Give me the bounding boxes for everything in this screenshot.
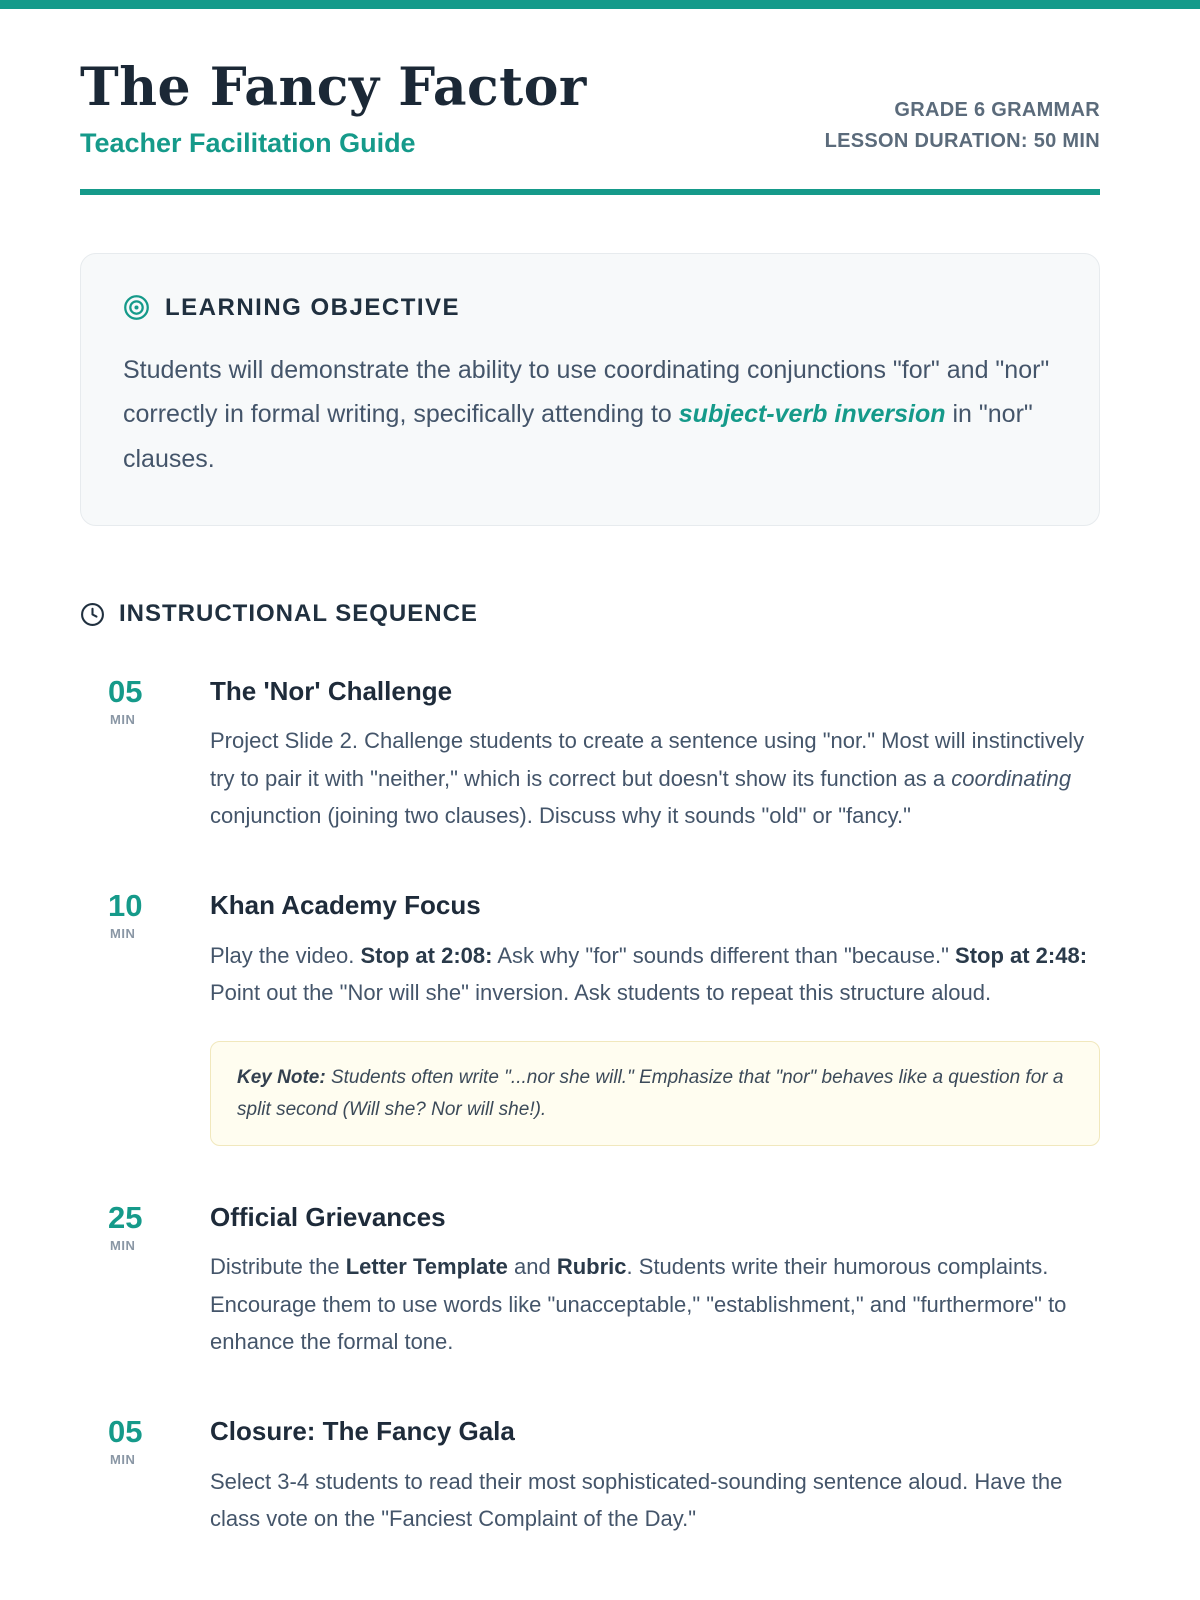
item-title: Khan Academy Focus: [210, 890, 481, 921]
time-badge: [80, 890, 210, 1146]
sequence-item-official-grievances: [80, 1202, 1100, 1360]
sequence-item-closure-gala: [80, 1416, 1100, 1537]
clock-icon: [80, 602, 105, 627]
top-accent-bar: [0, 0, 1200, 9]
minutes-unit: MIN: [110, 712, 136, 728]
item-body: Play the video. Stop at 2:08: Ask why "for" sounds different than "because." Stop at 2:48: Point out the "Nor will she" inversion. Ask students to repeat this structure aloud.: [210, 942, 1088, 1006]
item-content: [210, 676, 1100, 834]
header-meta: [825, 95, 1100, 159]
item-content: [210, 1202, 1100, 1360]
item-body: Distribute the Letter Template and Rubric. Students write their humorous complaints. Encourage them to use words like "unacceptable," "establishment," and "furthermore" to enhance the formal tone.: [210, 1254, 1067, 1355]
minutes-value: 25: [108, 1200, 143, 1236]
sequence-heading: INSTRUCTIONAL SEQUENCE: [119, 600, 478, 628]
learning-objective-card: [80, 253, 1100, 527]
minutes-unit: MIN: [110, 1452, 136, 1468]
grade-label: GRADE 6 GRAMMAR: [894, 98, 1100, 121]
sequence-item-khan-academy: [80, 890, 1100, 1146]
header: [80, 57, 1100, 159]
objective-heading-row: [123, 294, 1057, 322]
lesson-guide-page: [80, 9, 1100, 1597]
page-subtitle: Teacher Facilitation Guide: [80, 127, 416, 158]
minutes-value: 10: [108, 888, 143, 924]
objective-body: Students will demonstrate the ability to use coordinating conjunctions "for" and "nor" correctly in formal writing, specifically attending to subject-verb inversion in "nor" clauses.: [123, 355, 1050, 473]
sequence-item-nor-challenge: [80, 676, 1100, 834]
duration-label: LESSON DURATION: 50 MIN: [824, 129, 1100, 152]
key-note-box: Key Note: Students often write "...nor she will." Emphasize that "nor" behaves like a question for a split second (Will she? Nor will she!).: [210, 1041, 1100, 1146]
header-title-block: [80, 57, 587, 159]
item-content: [210, 1416, 1100, 1537]
item-title: Official Grievances: [210, 1202, 446, 1233]
item-title: Closure: The Fancy Gala: [210, 1416, 515, 1447]
item-content: [210, 890, 1100, 1146]
item-title: The 'Nor' Challenge: [210, 676, 453, 707]
item-body: Project Slide 2. Challenge students to create a sentence using "nor." Most will instinctively try to pair it with "neither," which is correct but doesn't show its function as a coordinating conjunction (joining two clauses). Discuss why it sounds "old" or "fancy.": [210, 728, 1085, 829]
target-icon: [123, 294, 150, 321]
objective-heading: LEARNING OBJECTIVE: [165, 293, 461, 321]
minutes-value: 05: [108, 674, 143, 710]
sequence-heading-row: [80, 600, 1100, 628]
minutes-unit: MIN: [110, 1238, 136, 1254]
time-badge: [80, 676, 210, 834]
header-divider: [80, 189, 1100, 195]
time-badge: [80, 1416, 210, 1537]
page-title: The Fancy Factor: [80, 57, 587, 118]
item-body: Select 3-4 students to read their most sophisticated-sounding sentence aloud. Have the class vote on the "Fanciest Complaint of the Day.": [210, 1468, 1063, 1532]
time-badge: [80, 1202, 210, 1360]
minutes-value: 05: [108, 1414, 143, 1450]
minutes-unit: MIN: [110, 926, 136, 942]
